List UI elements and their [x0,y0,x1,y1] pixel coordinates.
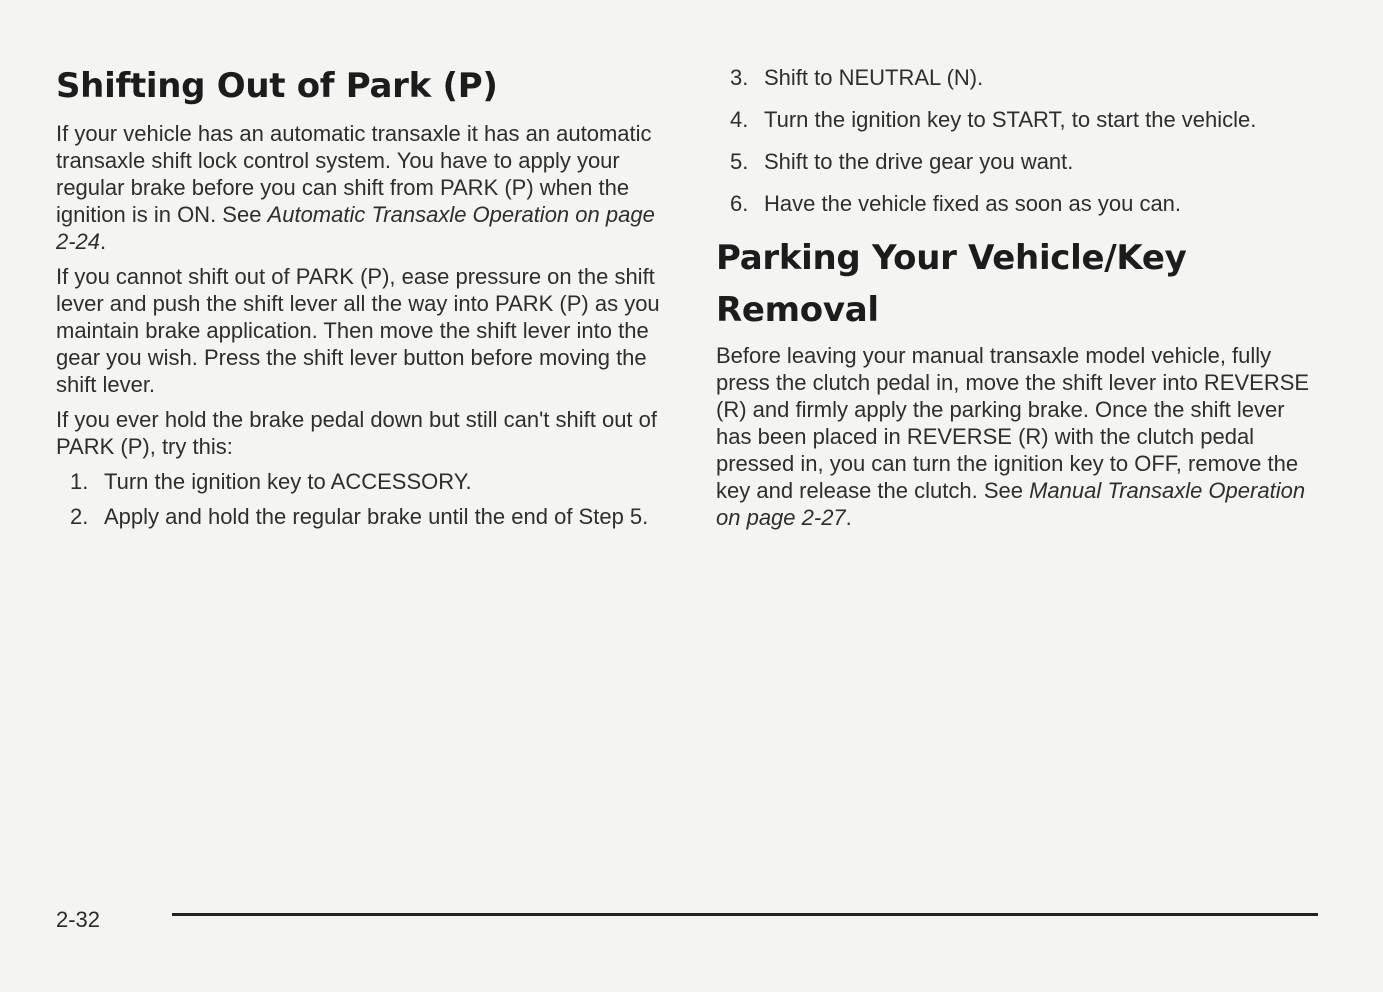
list-item [716,64,1316,91]
list-item [716,148,1316,175]
step-text: Shift to NEUTRAL (N). [764,65,984,90]
list-item [716,106,1316,133]
footer-rule [172,913,1318,916]
paragraph-text: If your vehicle has an automatic transaxle it has an automatic transaxle shift lock control system. You have to apply your regular brake before you can shift from PARK (P) when the ignition is in ON. See [56,121,652,227]
page-number: 2-32 [56,907,101,932]
cross-reference: Automatic Transaxle Operation on page 2-24 [56,202,655,254]
list-item [716,190,1316,217]
step-number: 6. [730,191,749,216]
paragraph-cannot-shift: If you cannot shift out of PARK (P), ease pressure on the shift lever and push the shift lever all the way into PARK (P) as you maintain brake application. Then move the shift lever into the gear you wish. Press the shift lever button before moving the shift lever. [56,264,660,397]
paragraph-end: . [845,505,852,530]
step-text: Turn the ignition key to START, to start the vehicle. [764,107,1257,132]
section-heading-parking-key-removal: Parking Your Vehicle/Key Removal [716,238,1187,330]
paragraph-parking [716,342,1316,531]
step-number: 1. [70,469,89,494]
step-number: 5. [730,149,749,174]
list-item [56,468,671,495]
right-column [716,64,1316,539]
step-text: Apply and hold the regular brake until the end of Step 5. [104,504,649,529]
cross-reference: Manual Transaxle Operation on page 2-27 [716,478,1306,530]
step-number: 3. [730,65,749,90]
list-item [56,503,671,530]
step-text: Shift to the drive gear you want. [764,149,1074,174]
left-column [56,60,671,538]
paragraph-try-this: If you ever hold the brake pedal down but still can't shift out of PARK (P), try this: [56,407,658,459]
step-list-right [716,64,1316,217]
paragraph-end: . [100,229,107,254]
step-number: 2. [70,504,89,529]
step-number: 4. [730,107,749,132]
step-list-left [56,468,671,530]
paragraph-text: Before leaving your manual transaxle model vehicle, fully press the clutch pedal in, move the shift lever into REVERSE (R) and firmly apply the parking brake. Once the shift lever has been placed in REVERSE (R) with the clutch pedal pressed in, you can turn the ignition key to OFF, remove the key and release the clutch. See [716,343,1310,503]
step-text: Have the vehicle fixed as soon as you can. [764,191,1182,216]
paragraph-shift-lock [56,120,671,255]
section-heading-shifting-out-of-park: Shifting Out of Park (P) [56,66,498,106]
step-text: Turn the ignition key to ACCESSORY. [104,469,472,494]
